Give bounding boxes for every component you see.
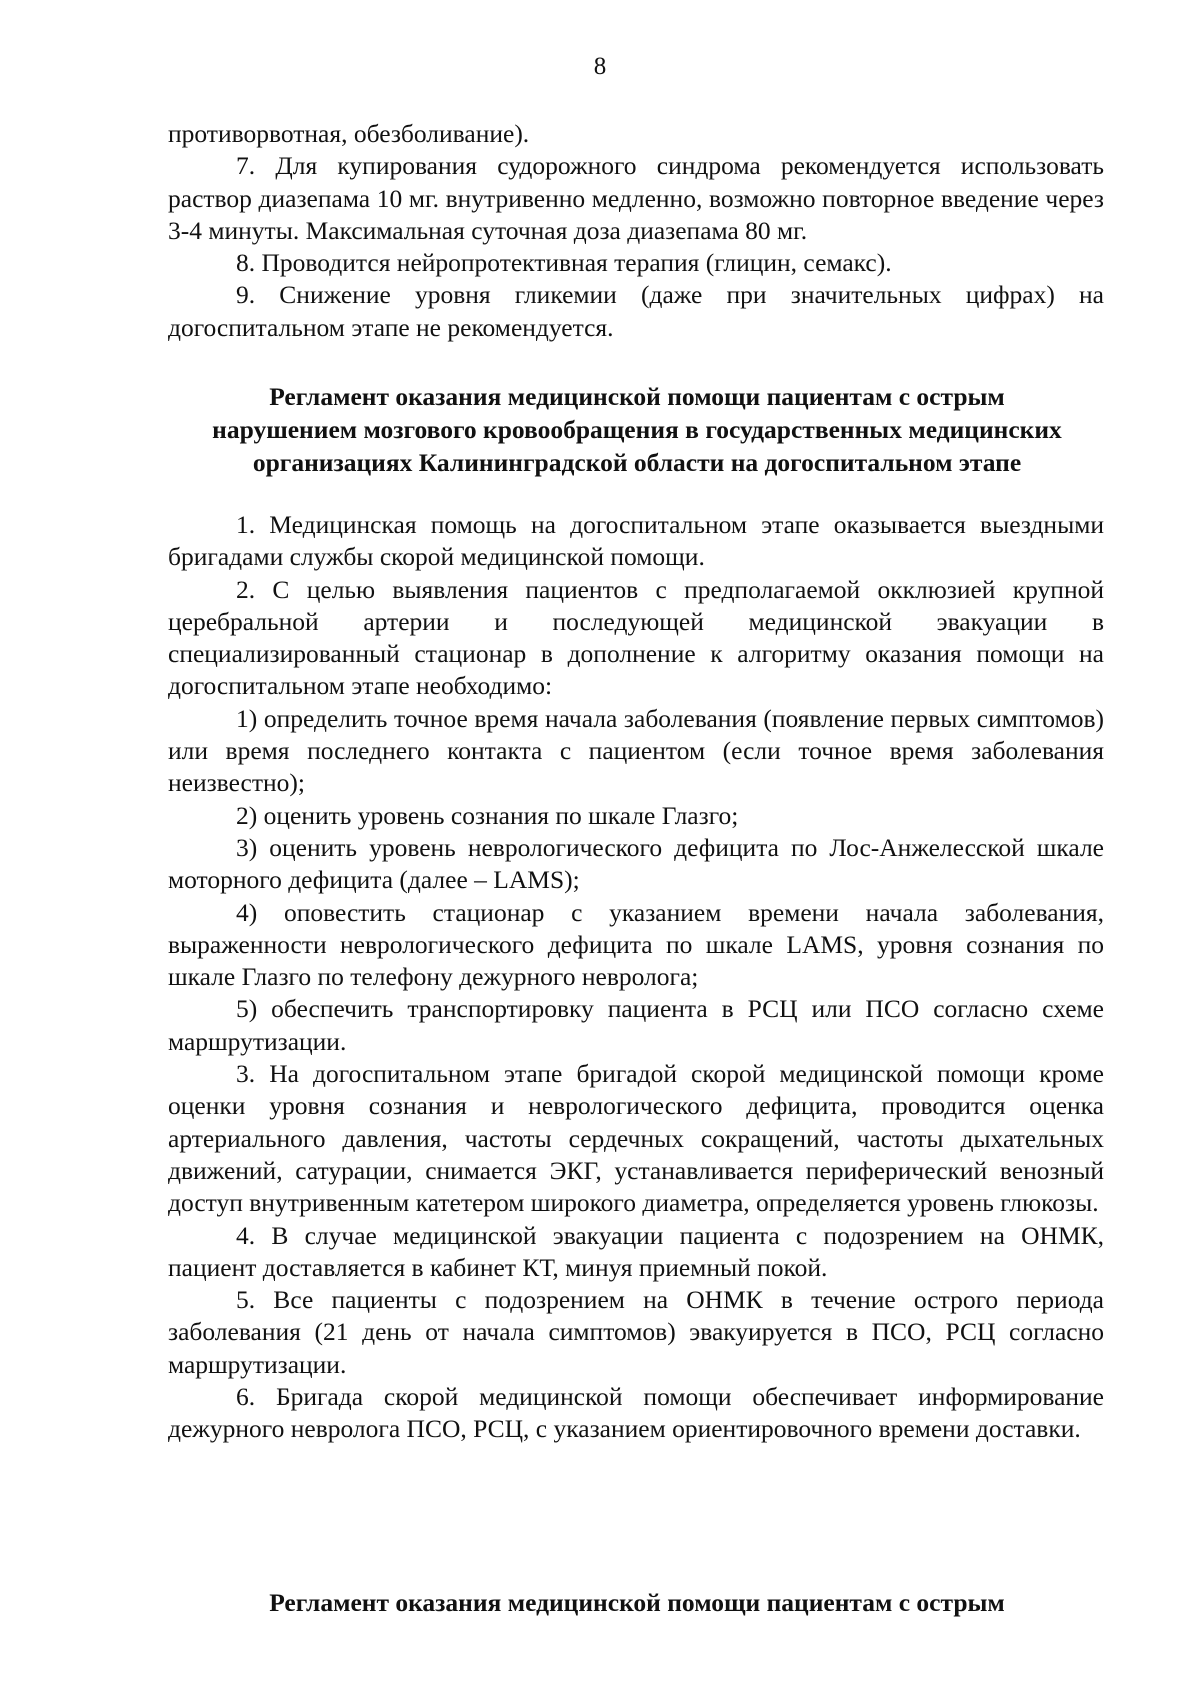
section-main <box>168 509 1104 1446</box>
paragraph-item-2: 2. С целью выявления пациентов с предполагаемой окклюзией крупной церебральной артерии и последующей медицинской эвакуации в специализированный стационар в дополнение к алгоритму оказания помощи на догоспитальном этапе необходимо: <box>168 574 1104 701</box>
paragraph-item-3: 3. На догоспитальном этапе бригадой скорой медицинской помощи кроме оценки уровня сознания и неврологического дефицита, проводится оценка артериального давления, частоты сердечных сокращений, частоты дыхательных движений, сатурации, снимается ЭКГ, устанавливается периферический венозный доступ внутривенным катетером широкого диаметра, определяется уровень глюкозы. <box>168 1059 1104 1218</box>
subitem-1: 1) определить точное время начала заболевания (появление первых симптомов) или время последнего контакта с пациентом (если точное время заболевания неизвестно); <box>168 703 1104 798</box>
paragraph-item-1: 1. Медицинская помощь на догоспитальном этапе оказывается выездными бригадами службы скорой медицинской помощи. <box>168 510 1104 572</box>
heading-title <box>150 1586 1124 1619</box>
heading-line: Регламент оказания медицинской помощи пациентам с острым <box>269 382 1005 411</box>
section-heading-2 <box>150 1586 1124 1619</box>
paragraph-item-8: 8. Проводится нейропротективная терапия (глицин, семакс). <box>236 248 892 278</box>
subitem-3: 3) оценить уровень неврологического дефицита по Лос-Анжелесской шкале моторного дефицита (далее – LAMS); <box>168 832 1104 895</box>
paragraph-item-9: 9. Снижение уровня гликемии (даже при значительных цифрах) на догоспитальном этапе не рекомендуется. <box>168 280 1104 342</box>
paragraph-item-6: 6. Бригада скорой медицинской помощи обеспечивает информирование дежурного невролога ПСО, РСЦ, с указанием ориентировочного времени доставки. <box>168 1382 1104 1444</box>
heading-line: организациях Калининградской области на догоспитальном этапе <box>252 448 1022 477</box>
subitem-4: 4) оповестить стационар с указанием времени начала заболевания, выраженности неврологического дефицита по шкале LAMS, уровня сознания по шкале Глазго по телефону дежурного невролога; <box>168 897 1104 992</box>
paragraph-continuation: противорвотная, обезболивание). <box>168 119 530 148</box>
subitem-2: 2) оценить уровень сознания по шкале Глазго; <box>236 800 739 830</box>
subitem-5: 5) обеспечить транспортировку пациента в РСЦ или ПСО согласно схеме маршрутизации. <box>168 994 1104 1056</box>
heading-title <box>150 380 1124 479</box>
section-top <box>168 118 1104 344</box>
section-heading-1 <box>150 380 1124 479</box>
paragraph-item-4: 4. В случае медицинской эвакуации пациента с подозрением на ОНМК, пациент доставляется в кабинет КТ, минуя приемный покой. <box>168 1220 1104 1282</box>
heading-line: нарушением мозгового кровообращения в государственных медицинских <box>212 415 1062 444</box>
paragraph-item-5: 5. Все пациенты с подозрением на ОНМК в течение острого периода заболевания (21 день от начала симптомов) эвакуируется в ПСО, РСЦ согласно маршрутизации. <box>168 1285 1104 1379</box>
paragraph-item-7: 7. Для купирования судорожного синдрома рекомендуется использовать раствор диазепама 10 мг. внутривенно медленно, возможно повторное введение через 3-4 минуты. Максимальная суточная доза диазепама 80 мг. <box>168 151 1104 245</box>
heading-line: Регламент оказания медицинской помощи пациентам с острым <box>269 1588 1005 1617</box>
page-number: 8 <box>593 53 607 80</box>
